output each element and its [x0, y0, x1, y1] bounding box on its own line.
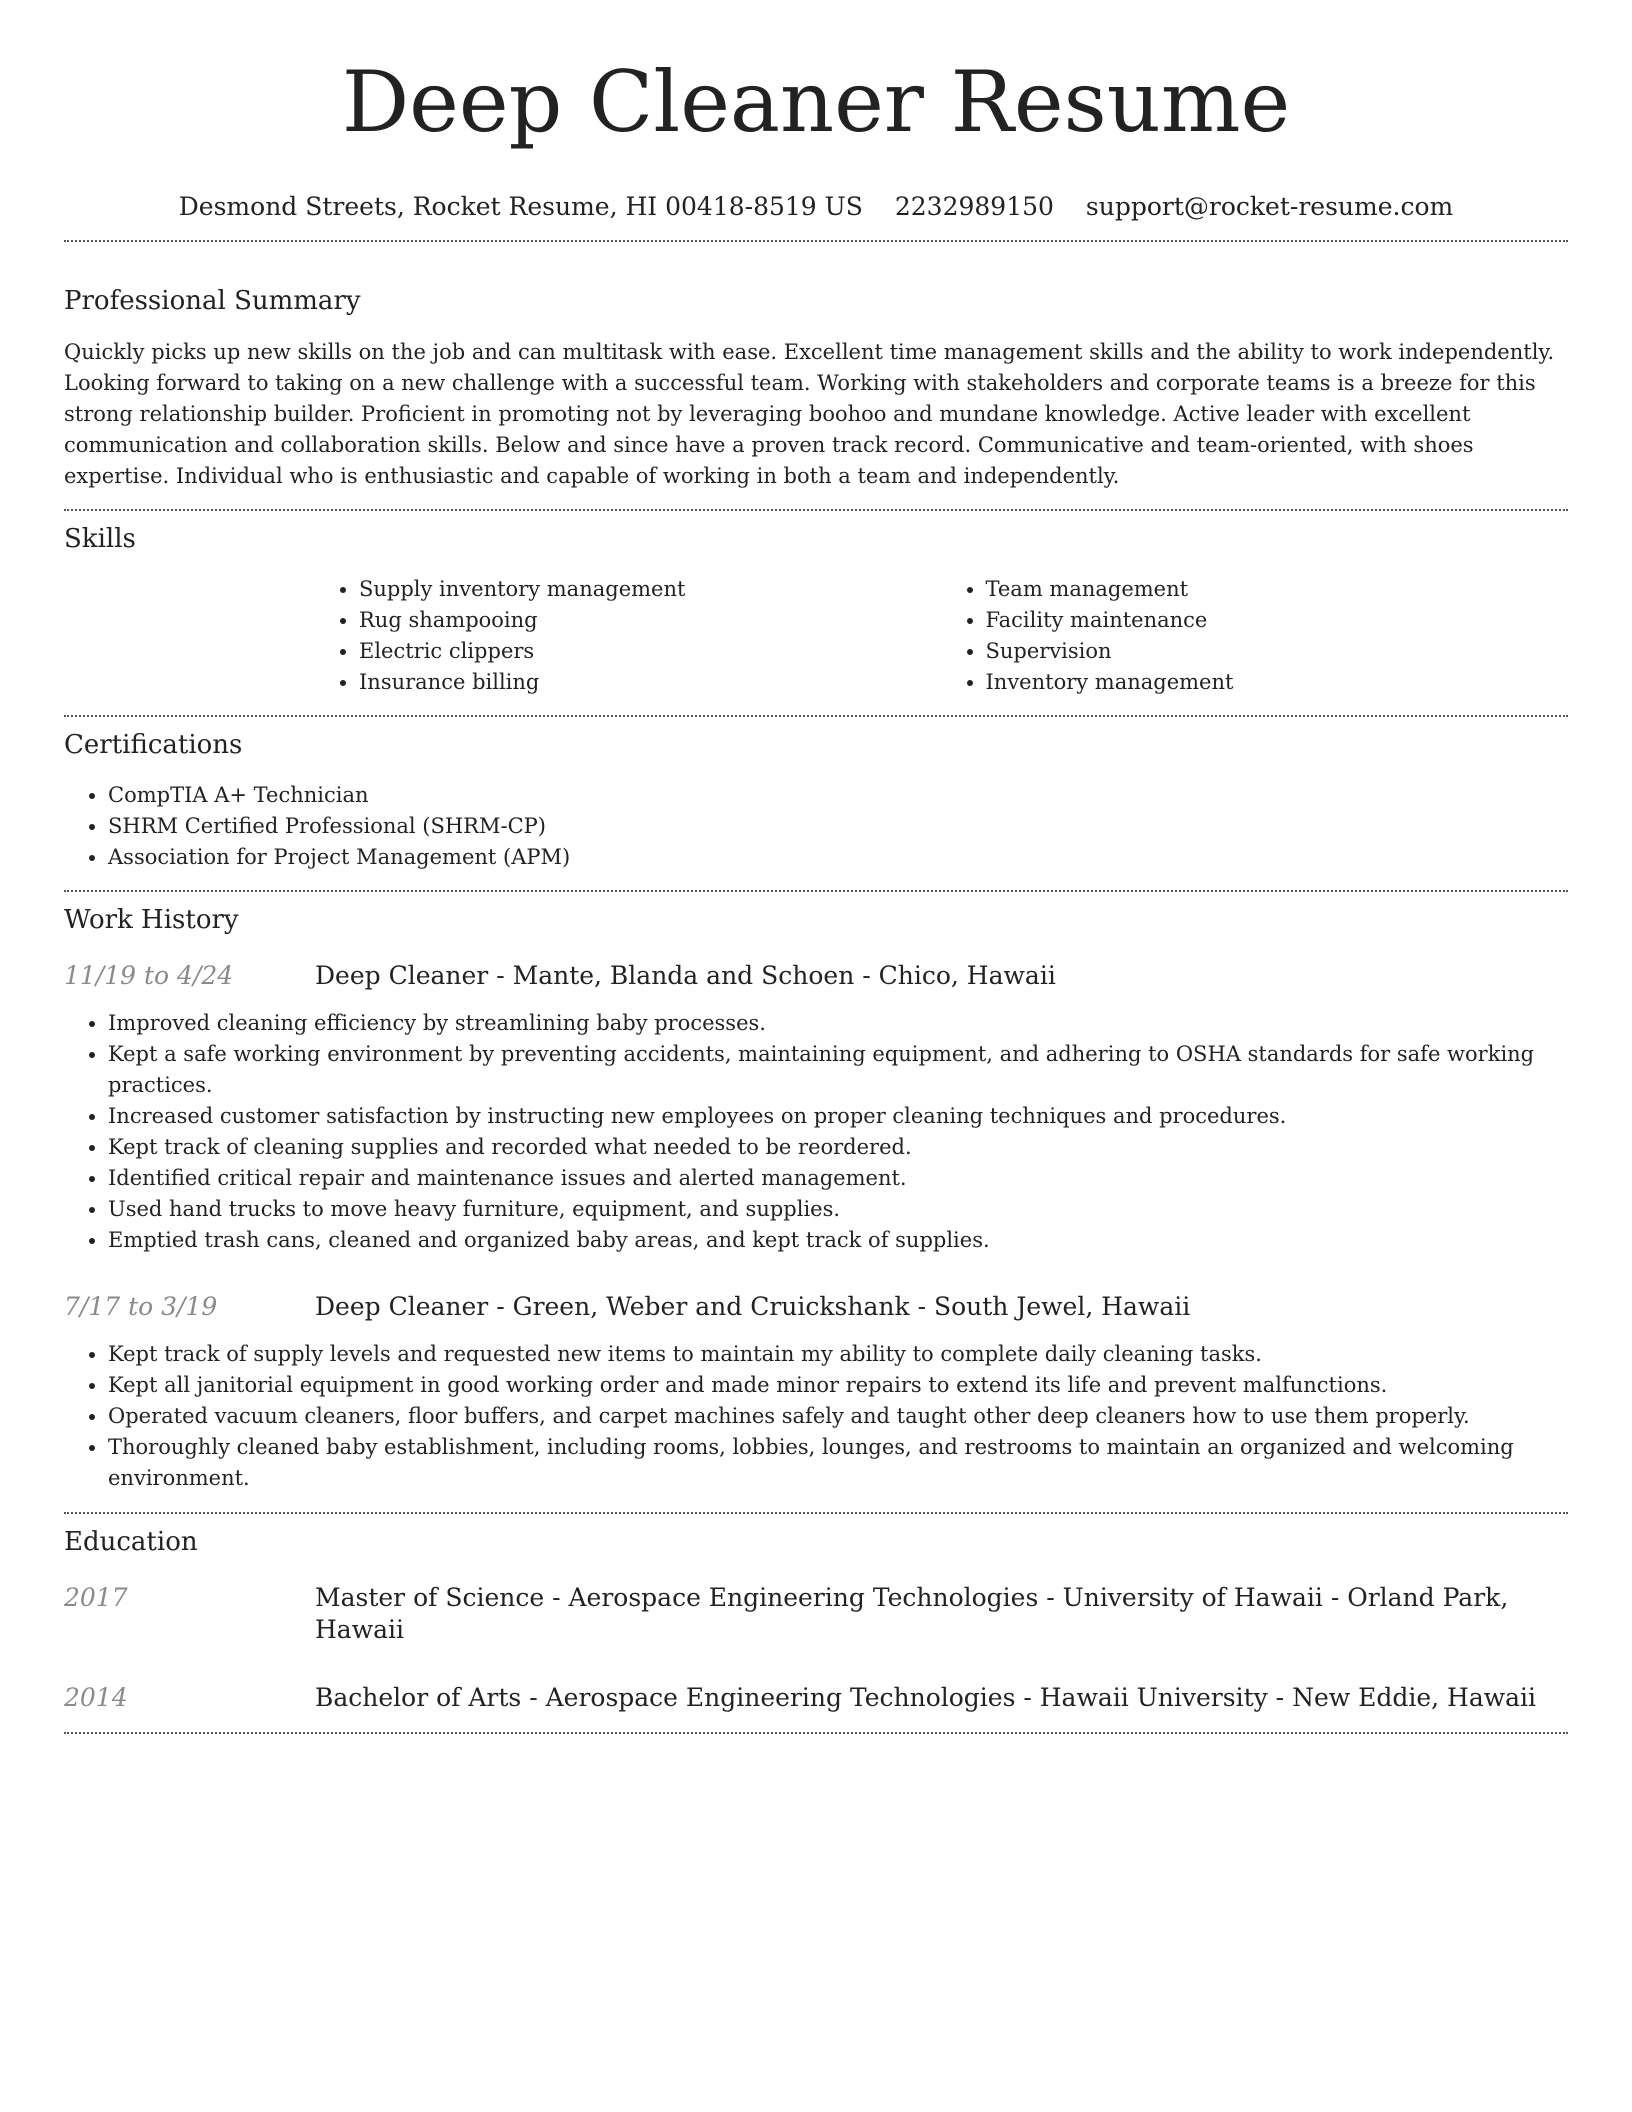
contact-line [0, 192, 1632, 222]
section-divider [64, 509, 1568, 511]
list-item: • Rug shampooing [359, 605, 942, 636]
job-details [315, 1291, 1190, 1323]
summary-text: Quickly picks up new skills on the job and can multitask with ease. Excellent time management skills and the ability to work independently. Looking forward to taking on a new challenge with a successful team. Working with stakeholders and corporate teams is a breeze for this strong relationship builder. Proficient in promoting not by leveraging boohoo and mundane knowledge. Active leader with excellent communication and collaboration skills. Below and since have a proven track record. Communicative and team-oriented, with shoes expertise. Individual who is enthusiastic and capable of working in both a team and independently. [64, 340, 1555, 488]
section-divider [64, 240, 1568, 242]
list-item: • Facility maintenance [986, 605, 1569, 636]
list-item: • Used hand trucks to move heavy furniture, equipment, and supplies. [108, 1194, 1568, 1225]
resume-header [0, 0, 1632, 222]
skills-list-right [942, 574, 1569, 698]
job-title: Deep Cleaner - Mante, Blanda and Schoen - Chico, Hawaii [315, 961, 1056, 990]
contact-phone: 2232989150 [894, 192, 1054, 221]
skills-section [64, 523, 1568, 698]
job-bullets [64, 1339, 1568, 1494]
list-item: • Improved cleaning efficiency by streamlining baby processes. [108, 1008, 1568, 1039]
education-title: Master of Science - Aerospace Engineering Technologies - University of Hawaii - Orland Park, Hawaii [315, 1583, 1509, 1644]
contact-email: support@rocket-resume.com [1085, 192, 1454, 221]
list-item: • Insurance billing [359, 667, 942, 698]
list-item: • Thoroughly cleaned baby establishment, including rooms, lobbies, lounges, and restrooms to maintain an organized and welcoming environment. [108, 1432, 1568, 1494]
job-title: Deep Cleaner - Green, Weber and Cruickshank - South Jewel, Hawaii [315, 1292, 1191, 1321]
education-entry [64, 1682, 1568, 1714]
job-bullets [64, 1008, 1568, 1256]
education-title: Bachelor of Arts - Aerospace Engineering Technologies - Hawaii University - New Eddie, Hawaii [315, 1683, 1537, 1712]
list-item: • Association for Project Management (APM) [108, 842, 1568, 873]
skills-grid [315, 574, 1568, 698]
summary-heading: Professional Summary [64, 286, 361, 316]
job-entry [64, 960, 1568, 992]
section-divider [64, 715, 1568, 717]
list-item: • CompTIA A+ Technician [108, 780, 1568, 811]
list-item: • Supply inventory management [359, 574, 942, 605]
work-history-section [64, 904, 1568, 1494]
section-divider [64, 1732, 1568, 1734]
list-item: • Kept a safe working environment by preventing accidents, maintaining equipment, and adhering to OSHA standards for safe working practices. [108, 1039, 1568, 1101]
education-year: 2017 [64, 1583, 128, 1612]
list-item: • Kept track of cleaning supplies and recorded what needed to be reordered. [108, 1132, 1568, 1163]
education-year: 2014 [64, 1683, 128, 1712]
list-item: • Supervision [986, 636, 1569, 667]
certifications-list [64, 780, 1568, 873]
job-entry [64, 1291, 1568, 1323]
skills-heading: Skills [64, 524, 136, 554]
education-entry [64, 1582, 1568, 1646]
list-item: • Team management [986, 574, 1569, 605]
resume-content [64, 240, 1568, 1734]
list-item: • SHRM Certified Professional (SHRM-CP) [108, 811, 1568, 842]
contact-address: Desmond Streets, Rocket Resume, HI 00418-8519 US [178, 192, 863, 221]
job-details [315, 960, 1056, 992]
skills-list-left [315, 574, 942, 698]
education-heading: Education [64, 1527, 198, 1557]
list-item: • Emptied trash cans, cleaned and organized baby areas, and kept track of supplies. [108, 1225, 1568, 1256]
list-item: • Increased customer satisfaction by instructing new employees on proper cleaning techniques and procedures. [108, 1101, 1568, 1132]
section-divider [64, 890, 1568, 892]
page-title: Deep Cleaner Resume [341, 53, 1291, 151]
job-dates: 7/17 to 3/19 [64, 1292, 218, 1321]
section-divider [64, 1512, 1568, 1514]
list-item: • Operated vacuum cleaners, floor buffers, and carpet machines safely and taught other deep cleaners how to use them properly. [108, 1401, 1568, 1432]
list-item: • Electric clippers [359, 636, 942, 667]
list-item: • Inventory management [986, 667, 1569, 698]
list-item: • Kept track of supply levels and requested new items to maintain my ability to complete daily cleaning tasks. [108, 1339, 1568, 1370]
list-item: • Kept all janitorial equipment in good working order and made minor repairs to extend its life and prevent malfunctions. [108, 1370, 1568, 1401]
job-dates: 11/19 to 4/24 [64, 961, 234, 990]
work-history-heading: Work History [64, 905, 239, 935]
certifications-heading: Certifications [64, 730, 243, 760]
education-section [64, 1526, 1568, 1714]
summary-section [64, 285, 1568, 492]
list-item: • Identified critical repair and maintenance issues and alerted management. [108, 1163, 1568, 1194]
certifications-section [64, 729, 1568, 873]
